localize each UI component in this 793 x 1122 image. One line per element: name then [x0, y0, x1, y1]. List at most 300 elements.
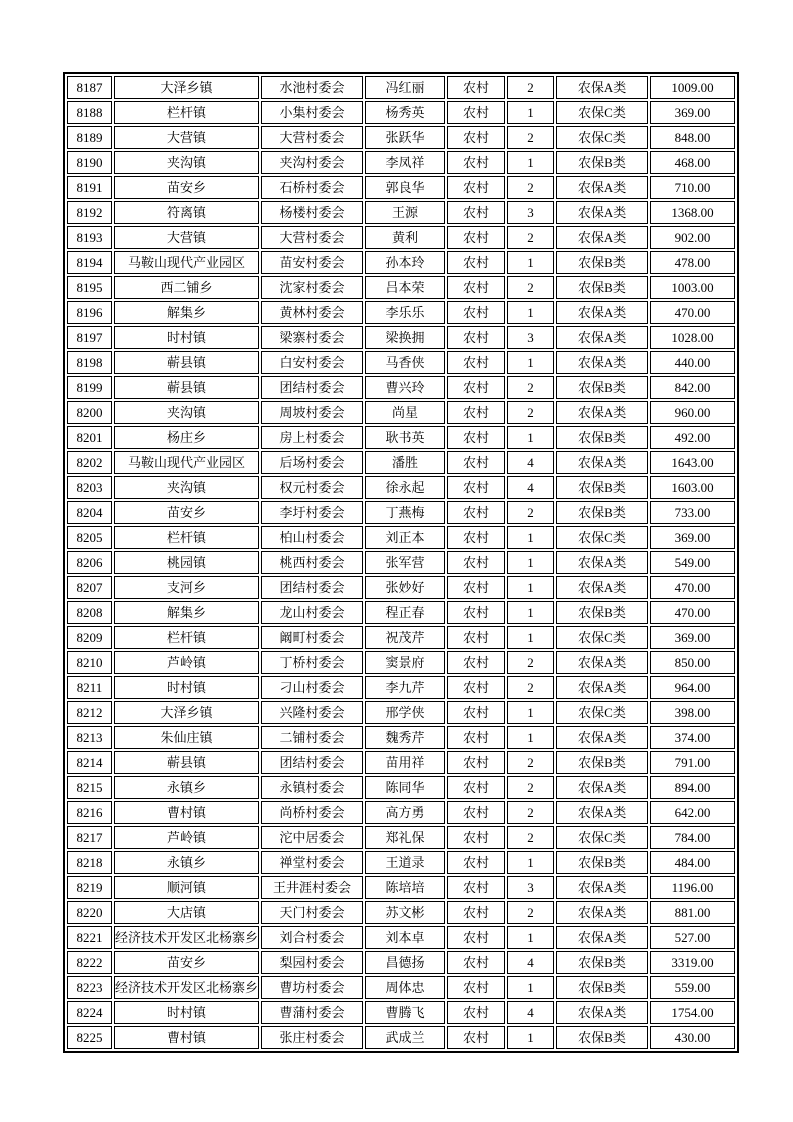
cell-village: 桃西村委会	[261, 551, 363, 574]
table-row	[67, 201, 735, 224]
cell-type: 农村	[447, 251, 505, 274]
cell-village: 张庄村委会	[261, 1026, 363, 1049]
cell-id: 8219	[67, 876, 112, 899]
cell-id: 8211	[67, 676, 112, 699]
table-row	[67, 476, 735, 499]
cell-amount: 1028.00	[650, 326, 735, 349]
cell-count: 1	[507, 726, 554, 749]
cell-type: 农村	[447, 651, 505, 674]
table-row	[67, 101, 735, 124]
cell-amount: 733.00	[650, 501, 735, 524]
cell-person: 周体忠	[365, 976, 445, 999]
cell-id: 8212	[67, 701, 112, 724]
cell-village: 刘合村委会	[261, 926, 363, 949]
cell-person: 潘胜	[365, 451, 445, 474]
cell-person: 武成兰	[365, 1026, 445, 1049]
cell-count: 2	[507, 401, 554, 424]
cell-count: 2	[507, 276, 554, 299]
cell-village: 王井涯村委会	[261, 876, 363, 899]
cell-type: 农村	[447, 326, 505, 349]
cell-type: 农村	[447, 751, 505, 774]
cell-amount: 374.00	[650, 726, 735, 749]
cell-village: 苗安村委会	[261, 251, 363, 274]
cell-person: 高方勇	[365, 801, 445, 824]
cell-person: 邢学侠	[365, 701, 445, 724]
cell-town: 夹沟镇	[114, 151, 259, 174]
cell-amount: 791.00	[650, 751, 735, 774]
cell-village: 房上村委会	[261, 426, 363, 449]
cell-amount: 369.00	[650, 101, 735, 124]
cell-category: 农保B类	[556, 276, 648, 299]
cell-amount: 559.00	[650, 976, 735, 999]
cell-count: 2	[507, 676, 554, 699]
cell-town: 曹村镇	[114, 1026, 259, 1049]
cell-id: 8189	[67, 126, 112, 149]
cell-amount: 1009.00	[650, 76, 735, 99]
cell-person: 王源	[365, 201, 445, 224]
cell-amount: 848.00	[650, 126, 735, 149]
table-row	[67, 951, 735, 974]
cell-type: 农村	[447, 901, 505, 924]
cell-town: 夹沟镇	[114, 476, 259, 499]
table-row	[67, 501, 735, 524]
cell-person: 杨秀英	[365, 101, 445, 124]
table-row	[67, 401, 735, 424]
cell-count: 1	[507, 976, 554, 999]
cell-person: 程正春	[365, 601, 445, 624]
table-row	[67, 1026, 735, 1049]
cell-village: 曹坊村委会	[261, 976, 363, 999]
table-row	[67, 876, 735, 899]
cell-type: 农村	[447, 676, 505, 699]
cell-town: 朱仙庄镇	[114, 726, 259, 749]
cell-count: 1	[507, 1026, 554, 1049]
cell-type: 农村	[447, 176, 505, 199]
cell-category: 农保B类	[556, 751, 648, 774]
cell-village: 水池村委会	[261, 76, 363, 99]
cell-amount: 468.00	[650, 151, 735, 174]
cell-id: 8196	[67, 301, 112, 324]
cell-town: 西二铺乡	[114, 276, 259, 299]
cell-count: 4	[507, 951, 554, 974]
cell-town: 经济技术开发区北杨寨乡	[114, 926, 259, 949]
cell-category: 农保A类	[556, 226, 648, 249]
cell-person: 丁燕梅	[365, 501, 445, 524]
cell-person: 曹腾飞	[365, 1001, 445, 1024]
table-row	[67, 801, 735, 824]
cell-town: 马鞍山现代产业园区	[114, 451, 259, 474]
cell-category: 农保B类	[556, 251, 648, 274]
cell-amount: 902.00	[650, 226, 735, 249]
cell-person: 黄利	[365, 226, 445, 249]
cell-id: 8225	[67, 1026, 112, 1049]
cell-village: 权元村委会	[261, 476, 363, 499]
cell-id: 8193	[67, 226, 112, 249]
cell-category: 农保C类	[556, 826, 648, 849]
cell-amount: 478.00	[650, 251, 735, 274]
cell-category: 农保A类	[556, 401, 648, 424]
cell-person: 窦景府	[365, 651, 445, 674]
cell-count: 1	[507, 101, 554, 124]
cell-category: 农保A类	[556, 876, 648, 899]
cell-count: 3	[507, 326, 554, 349]
cell-count: 2	[507, 751, 554, 774]
cell-count: 4	[507, 476, 554, 499]
cell-category: 农保A类	[556, 776, 648, 799]
cell-amount: 710.00	[650, 176, 735, 199]
cell-amount: 1196.00	[650, 876, 735, 899]
cell-category: 农保C类	[556, 626, 648, 649]
cell-type: 农村	[447, 976, 505, 999]
cell-type: 农村	[447, 476, 505, 499]
cell-id: 8220	[67, 901, 112, 924]
cell-village: 团结村委会	[261, 751, 363, 774]
cell-type: 农村	[447, 426, 505, 449]
table-row	[67, 251, 735, 274]
cell-category: 农保B类	[556, 151, 648, 174]
cell-village: 团结村委会	[261, 576, 363, 599]
cell-village: 龙山村委会	[261, 601, 363, 624]
table-row	[67, 426, 735, 449]
table-row	[67, 376, 735, 399]
cell-person: 昌德扬	[365, 951, 445, 974]
cell-id: 8221	[67, 926, 112, 949]
cell-amount: 1603.00	[650, 476, 735, 499]
cell-person: 陈培培	[365, 876, 445, 899]
cell-id: 8192	[67, 201, 112, 224]
cell-type: 农村	[447, 926, 505, 949]
cell-village: 沱中居委会	[261, 826, 363, 849]
cell-type: 农村	[447, 701, 505, 724]
cell-count: 1	[507, 251, 554, 274]
cell-count: 1	[507, 626, 554, 649]
cell-count: 1	[507, 351, 554, 374]
cell-amount: 470.00	[650, 576, 735, 599]
cell-category: 农保C类	[556, 526, 648, 549]
cell-person: 冯红丽	[365, 76, 445, 99]
cell-town: 栏杆镇	[114, 526, 259, 549]
cell-village: 杨楼村委会	[261, 201, 363, 224]
cell-type: 农村	[447, 351, 505, 374]
cell-amount: 842.00	[650, 376, 735, 399]
cell-village: 阚町村委会	[261, 626, 363, 649]
cell-person: 张妙好	[365, 576, 445, 599]
cell-village: 丁桥村委会	[261, 651, 363, 674]
cell-id: 8200	[67, 401, 112, 424]
table-row	[67, 351, 735, 374]
cell-type: 农村	[447, 776, 505, 799]
cell-count: 2	[507, 901, 554, 924]
cell-town: 栏杆镇	[114, 626, 259, 649]
table-row	[67, 76, 735, 99]
cell-type: 农村	[447, 126, 505, 149]
cell-town: 桃园镇	[114, 551, 259, 574]
cell-count: 1	[507, 926, 554, 949]
cell-id: 8188	[67, 101, 112, 124]
cell-town: 蕲县镇	[114, 751, 259, 774]
cell-type: 农村	[447, 851, 505, 874]
cell-village: 周坡村委会	[261, 401, 363, 424]
table-row	[67, 826, 735, 849]
table-row	[67, 701, 735, 724]
cell-person: 苏文彬	[365, 901, 445, 924]
cell-person: 尚星	[365, 401, 445, 424]
table-row	[67, 1001, 735, 1024]
table-row	[67, 726, 735, 749]
cell-count: 2	[507, 776, 554, 799]
table-row	[67, 626, 735, 649]
cell-town: 大泽乡镇	[114, 76, 259, 99]
cell-person: 孙本玲	[365, 251, 445, 274]
cell-amount: 1003.00	[650, 276, 735, 299]
cell-town: 时村镇	[114, 326, 259, 349]
table-row	[67, 451, 735, 474]
cell-type: 农村	[447, 226, 505, 249]
cell-town: 栏杆镇	[114, 101, 259, 124]
cell-id: 8195	[67, 276, 112, 299]
cell-id: 8208	[67, 601, 112, 624]
cell-person: 王道录	[365, 851, 445, 874]
cell-amount: 527.00	[650, 926, 735, 949]
cell-count: 1	[507, 426, 554, 449]
cell-town: 夹沟镇	[114, 401, 259, 424]
cell-amount: 1643.00	[650, 451, 735, 474]
cell-person: 苗用祥	[365, 751, 445, 774]
cell-count: 1	[507, 526, 554, 549]
cell-id: 8215	[67, 776, 112, 799]
cell-village: 李圩村委会	[261, 501, 363, 524]
cell-town: 符离镇	[114, 201, 259, 224]
cell-type: 农村	[447, 526, 505, 549]
cell-count: 2	[507, 176, 554, 199]
cell-person: 魏秀芹	[365, 726, 445, 749]
cell-village: 白安村委会	[261, 351, 363, 374]
cell-village: 尚桥村委会	[261, 801, 363, 824]
cell-amount: 1368.00	[650, 201, 735, 224]
cell-count: 1	[507, 601, 554, 624]
cell-person: 徐永起	[365, 476, 445, 499]
cell-village: 梨园村委会	[261, 951, 363, 974]
cell-town: 大营镇	[114, 226, 259, 249]
cell-category: 农保A类	[556, 451, 648, 474]
table-row	[67, 926, 735, 949]
cell-town: 曹村镇	[114, 801, 259, 824]
cell-category: 农保A类	[556, 551, 648, 574]
cell-category: 农保B类	[556, 1026, 648, 1049]
cell-village: 曹蒲村委会	[261, 1001, 363, 1024]
cell-category: 农保A类	[556, 351, 648, 374]
cell-id: 8217	[67, 826, 112, 849]
table-row	[67, 976, 735, 999]
cell-count: 2	[507, 126, 554, 149]
cell-id: 8194	[67, 251, 112, 274]
cell-amount: 850.00	[650, 651, 735, 674]
cell-village: 天门村委会	[261, 901, 363, 924]
cell-category: 农保A类	[556, 926, 648, 949]
cell-type: 农村	[447, 876, 505, 899]
cell-town: 蕲县镇	[114, 351, 259, 374]
cell-category: 农保A类	[556, 326, 648, 349]
cell-person: 李乐乐	[365, 301, 445, 324]
cell-town: 苗安乡	[114, 501, 259, 524]
cell-person: 张军营	[365, 551, 445, 574]
cell-type: 农村	[447, 826, 505, 849]
table-row	[67, 126, 735, 149]
cell-category: 农保B类	[556, 426, 648, 449]
cell-type: 农村	[447, 401, 505, 424]
cell-town: 解集乡	[114, 301, 259, 324]
cell-id: 8206	[67, 551, 112, 574]
cell-person: 梁换拥	[365, 326, 445, 349]
cell-category: 农保B类	[556, 476, 648, 499]
table-row	[67, 226, 735, 249]
table-row	[67, 601, 735, 624]
cell-town: 时村镇	[114, 1001, 259, 1024]
cell-category: 农保B类	[556, 951, 648, 974]
table-body	[67, 76, 735, 1049]
cell-village: 夹沟村委会	[261, 151, 363, 174]
cell-id: 8198	[67, 351, 112, 374]
cell-amount: 398.00	[650, 701, 735, 724]
cell-id: 8213	[67, 726, 112, 749]
cell-id: 8203	[67, 476, 112, 499]
cell-town: 芦岭镇	[114, 826, 259, 849]
cell-count: 3	[507, 876, 554, 899]
cell-category: 农保B类	[556, 601, 648, 624]
cell-id: 8223	[67, 976, 112, 999]
cell-person: 马香侠	[365, 351, 445, 374]
cell-category: 农保A类	[556, 651, 648, 674]
cell-id: 8190	[67, 151, 112, 174]
cell-amount: 484.00	[650, 851, 735, 874]
cell-village: 后场村委会	[261, 451, 363, 474]
cell-id: 8202	[67, 451, 112, 474]
table-row	[67, 901, 735, 924]
rural-insurance-table	[63, 72, 739, 1053]
cell-count: 1	[507, 701, 554, 724]
cell-town: 永镇乡	[114, 851, 259, 874]
cell-person: 刘本卓	[365, 926, 445, 949]
cell-person: 郭良华	[365, 176, 445, 199]
cell-category: 农保A类	[556, 1001, 648, 1024]
cell-village: 刁山村委会	[261, 676, 363, 699]
cell-town: 杨庄乡	[114, 426, 259, 449]
cell-town: 时村镇	[114, 676, 259, 699]
cell-person: 陈同华	[365, 776, 445, 799]
cell-village: 柏山村委会	[261, 526, 363, 549]
table-row	[67, 651, 735, 674]
cell-amount: 1754.00	[650, 1001, 735, 1024]
cell-count: 2	[507, 651, 554, 674]
cell-town: 大店镇	[114, 901, 259, 924]
cell-id: 8205	[67, 526, 112, 549]
cell-village: 禅堂村委会	[261, 851, 363, 874]
cell-category: 农保B类	[556, 851, 648, 874]
table-row	[67, 776, 735, 799]
cell-town: 支河乡	[114, 576, 259, 599]
cell-count: 2	[507, 76, 554, 99]
cell-type: 农村	[447, 76, 505, 99]
cell-amount: 894.00	[650, 776, 735, 799]
cell-category: 农保A类	[556, 801, 648, 824]
cell-category: 农保B类	[556, 376, 648, 399]
cell-person: 刘正本	[365, 526, 445, 549]
cell-type: 农村	[447, 1026, 505, 1049]
cell-type: 农村	[447, 726, 505, 749]
cell-category: 农保C类	[556, 126, 648, 149]
cell-amount: 492.00	[650, 426, 735, 449]
cell-amount: 430.00	[650, 1026, 735, 1049]
cell-amount: 964.00	[650, 676, 735, 699]
cell-category: 农保A类	[556, 301, 648, 324]
cell-town: 顺河镇	[114, 876, 259, 899]
cell-amount: 549.00	[650, 551, 735, 574]
cell-type: 农村	[447, 576, 505, 599]
cell-count: 1	[507, 551, 554, 574]
cell-count: 4	[507, 1001, 554, 1024]
table-row	[67, 851, 735, 874]
cell-category: 农保C类	[556, 701, 648, 724]
cell-count: 2	[507, 801, 554, 824]
cell-person: 李九芹	[365, 676, 445, 699]
cell-type: 农村	[447, 951, 505, 974]
table-row	[67, 551, 735, 574]
cell-type: 农村	[447, 551, 505, 574]
cell-amount: 440.00	[650, 351, 735, 374]
cell-count: 2	[507, 501, 554, 524]
cell-id: 8197	[67, 326, 112, 349]
cell-village: 团结村委会	[261, 376, 363, 399]
cell-id: 8209	[67, 626, 112, 649]
cell-person: 祝茂芹	[365, 626, 445, 649]
cell-count: 4	[507, 451, 554, 474]
cell-village: 大营村委会	[261, 226, 363, 249]
table-row	[67, 301, 735, 324]
table-row	[67, 326, 735, 349]
cell-count: 1	[507, 851, 554, 874]
cell-category: 农保B类	[556, 501, 648, 524]
cell-person: 吕本荣	[365, 276, 445, 299]
cell-town: 永镇乡	[114, 776, 259, 799]
cell-id: 8191	[67, 176, 112, 199]
cell-category: 农保C类	[556, 101, 648, 124]
cell-id: 8207	[67, 576, 112, 599]
cell-type: 农村	[447, 601, 505, 624]
table-row	[67, 176, 735, 199]
cell-id: 8214	[67, 751, 112, 774]
cell-town: 大泽乡镇	[114, 701, 259, 724]
cell-type: 农村	[447, 376, 505, 399]
cell-amount: 642.00	[650, 801, 735, 824]
cell-id: 8201	[67, 426, 112, 449]
cell-amount: 3319.00	[650, 951, 735, 974]
cell-amount: 784.00	[650, 826, 735, 849]
cell-count: 1	[507, 576, 554, 599]
cell-type: 农村	[447, 101, 505, 124]
cell-category: 农保A类	[556, 901, 648, 924]
cell-person: 曹兴玲	[365, 376, 445, 399]
cell-person: 李凤祥	[365, 151, 445, 174]
cell-count: 1	[507, 151, 554, 174]
cell-category: 农保A类	[556, 201, 648, 224]
cell-amount: 470.00	[650, 601, 735, 624]
cell-village: 石桥村委会	[261, 176, 363, 199]
cell-town: 马鞍山现代产业园区	[114, 251, 259, 274]
cell-town: 解集乡	[114, 601, 259, 624]
cell-count: 2	[507, 826, 554, 849]
cell-id: 8210	[67, 651, 112, 674]
cell-town: 大营镇	[114, 126, 259, 149]
